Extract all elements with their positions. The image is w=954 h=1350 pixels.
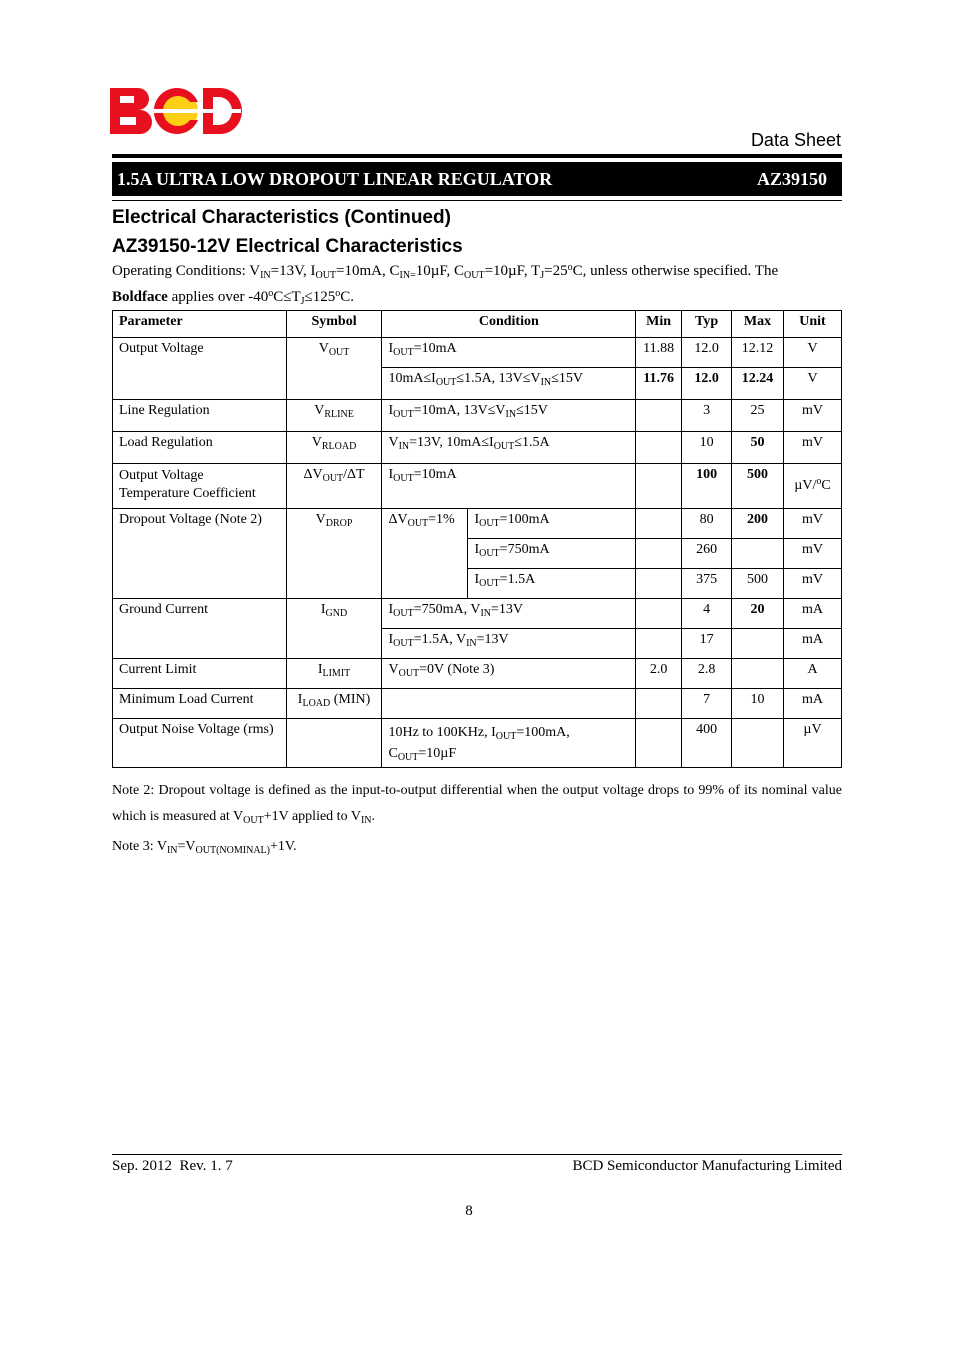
table-row: $10mA\le I_{OUT}\le 1.5A$, $13V\le V_{IN}\le 15V$ 11.76 12.0 12.24 V <box>113 368 842 400</box>
footer-rule <box>112 1154 842 1155</box>
table-row: Current Limit $I_{LIMIT}$ $V_{OUT}=0V$ (Note 3) 2.0 2.8 A <box>113 659 842 689</box>
logo-letter-b <box>110 88 152 134</box>
footer-date-revision: Sep. 2012 Rev. 1. 7 <box>112 1158 233 1174</box>
logo-letter-d <box>203 88 242 134</box>
col-max: Max <box>732 311 784 338</box>
logo-letter-c <box>154 88 198 134</box>
table-row: $I_{OUT}=750mA$ 260 mV <box>113 539 842 569</box>
table-row: Dropout Voltage (Note 2) $V_{DROP}$ $\Delta V_{OUT}=1\%$ $I_{OUT}=100mA$ 80 200 mV <box>113 509 842 539</box>
section-title: Electrical Characteristics (Continued) <box>112 207 451 228</box>
col-min: Min <box>636 311 682 338</box>
title-underline <box>112 200 842 201</box>
col-unit: Unit <box>784 311 842 338</box>
table-row: Output Voltage $V_{OUT}$ $I_{OUT}=10mA$ 11.88 12.0 12.12 V <box>113 338 842 368</box>
table-row: Load Regulation $V_{RLOAD}$ $V_{IN}=13V$, $10mA\le I_{OUT}\le 1.5A$ 10 50 mV <box>113 432 842 464</box>
header-rule <box>112 154 842 158</box>
notes <box>112 778 842 860</box>
part-number: AZ39150 <box>756 168 827 189</box>
table-row: Output Noise Voltage (rms) 10Hz to 100KHz, $I_{OUT}=100mA$, $C_{OUT}=10\mu F$ 400 µV <box>113 719 842 768</box>
note-3: Note 3: $V_{IN}=V_{OUT(NOMINAL)}+1V$. <box>112 839 297 856</box>
table-row: Minimum Load Current $I_{LOAD}$ (MIN) 7 10 mA <box>113 689 842 719</box>
col-parameter: Parameter <box>113 311 287 338</box>
col-typ: Typ <box>682 311 732 338</box>
operating-conditions: Operating Conditions: $V_{IN}=13V$, $I_{OUT}=10mA$, $C_{IN=}10\mu F$, $C_{OUT}=10\mu F$, $T_J=25^oC$, unless otherwise specified. The Boldface applies over $-40^oC\le T_J\le 125^oC$. <box>112 262 779 307</box>
electrical-characteristics-table <box>112 310 842 768</box>
product-title: 1.5A ULTRA LOW DROPOUT LINEAR REGULATOR <box>117 168 553 189</box>
title-bar <box>112 162 842 196</box>
table-row: Line Regulation $V_{RLINE}$ $I_{OUT}=10mA$, $13V\le V_{IN}\le 15V$ 3 25 mV <box>113 400 842 432</box>
table-row: $I_{OUT}=1.5A$, $V_{IN}=13V$ 17 mA <box>113 629 842 659</box>
section-subtitle: AZ39150-12V Electrical Characteristics <box>112 236 463 257</box>
note-2: Note 2: Dropout voltage is defined as the input-to-output differential when the output voltage drops to 99% of its nominal value which is measured at $V_{OUT}+1V$ applied to $V_{IN}$. <box>112 783 842 826</box>
table-row: Ground Current $I_{GND}$ $I_{OUT}=750mA$, $V_{IN}=13V$ 4 20 mA <box>113 599 842 629</box>
table-row: Output Voltage Temperature Coefficient $\Delta V_{OUT}/\Delta T$ $I_{OUT}=10mA$ 100 500 µV/$^o$C <box>113 464 842 509</box>
page-number: 8 <box>465 1203 473 1219</box>
bcd-logo <box>110 88 242 136</box>
table-header-row <box>113 311 842 338</box>
col-condition: Condition <box>382 311 636 338</box>
table-row: $I_{OUT}=1.5A$ 375 500 mV <box>113 569 842 599</box>
footer-company: BCD Semiconductor Manufacturing Limited <box>572 1158 842 1174</box>
doc-type-label: Data Sheet <box>750 130 841 150</box>
col-symbol: Symbol <box>286 311 382 338</box>
